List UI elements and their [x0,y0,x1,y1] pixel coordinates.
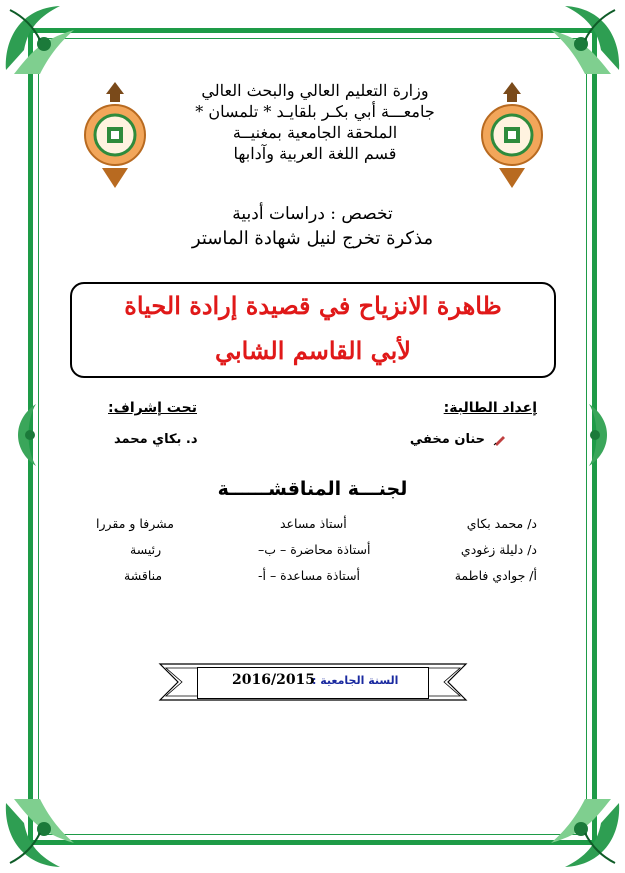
member-rank: أستاذة محاضرة – ب– [258,542,371,557]
member-rank: أستاذ مساعد [280,516,347,531]
university-logo-right [477,80,547,190]
thesis-title-line1: ظاهرة الانزياح في قصيدة إرادة الحياة [124,291,502,320]
thesis-title-line2: لأبي القاسم الشابي [215,336,411,365]
member-name: أ/ جوادي فاطمة [454,568,537,583]
supervisor-label: تحت إشراف: [108,400,197,416]
academic-year-label: السنة الجامعية : [312,674,399,687]
department-name: قسم اللغة العربية وآدابها [233,144,397,163]
ministry-name: وزارة التعليم العالي والبحث العالي [201,81,429,100]
member-role: مشرفا و مقررا [96,516,174,531]
specialty: تخصص : دراسات أدبية [232,204,393,224]
member-role: رئيسة [130,542,162,557]
corner-ornament-top-left [0,0,80,80]
member-role: مناقشة [124,568,163,583]
committee-title: لجنـــة المناقشــــــة [217,478,408,500]
academic-year-value: 2016/2015 [232,672,316,688]
university-name: جامعـــة أبي بكـر بلقايـد * تلمسان * [195,102,435,121]
corner-ornament-bottom-right [545,793,625,873]
corner-ornament-bottom-left [0,793,80,873]
annex-name: الملحقة الجامعية بمغنيــة [232,123,398,142]
side-ornament-left [8,400,48,470]
corner-ornament-top-right [545,0,625,80]
student-name: حنان مخفي [409,432,485,447]
memo-type: مذكرة تخرج لنيل شهادة الماستر [191,228,434,249]
prepared-by-label: إعداد الطالبة: [443,400,537,416]
institution-header [160,80,470,164]
side-ornament-right [577,400,617,470]
supervisor-name: د. بكاي محمد [114,432,198,447]
member-name: د/ محمد بكاي [466,516,537,531]
member-name: د/ دليلة زغودي [460,542,537,557]
pen-icon [493,432,507,446]
university-logo-left [80,80,150,190]
member-rank: أستاذة مساعدة – أ- [258,568,361,583]
